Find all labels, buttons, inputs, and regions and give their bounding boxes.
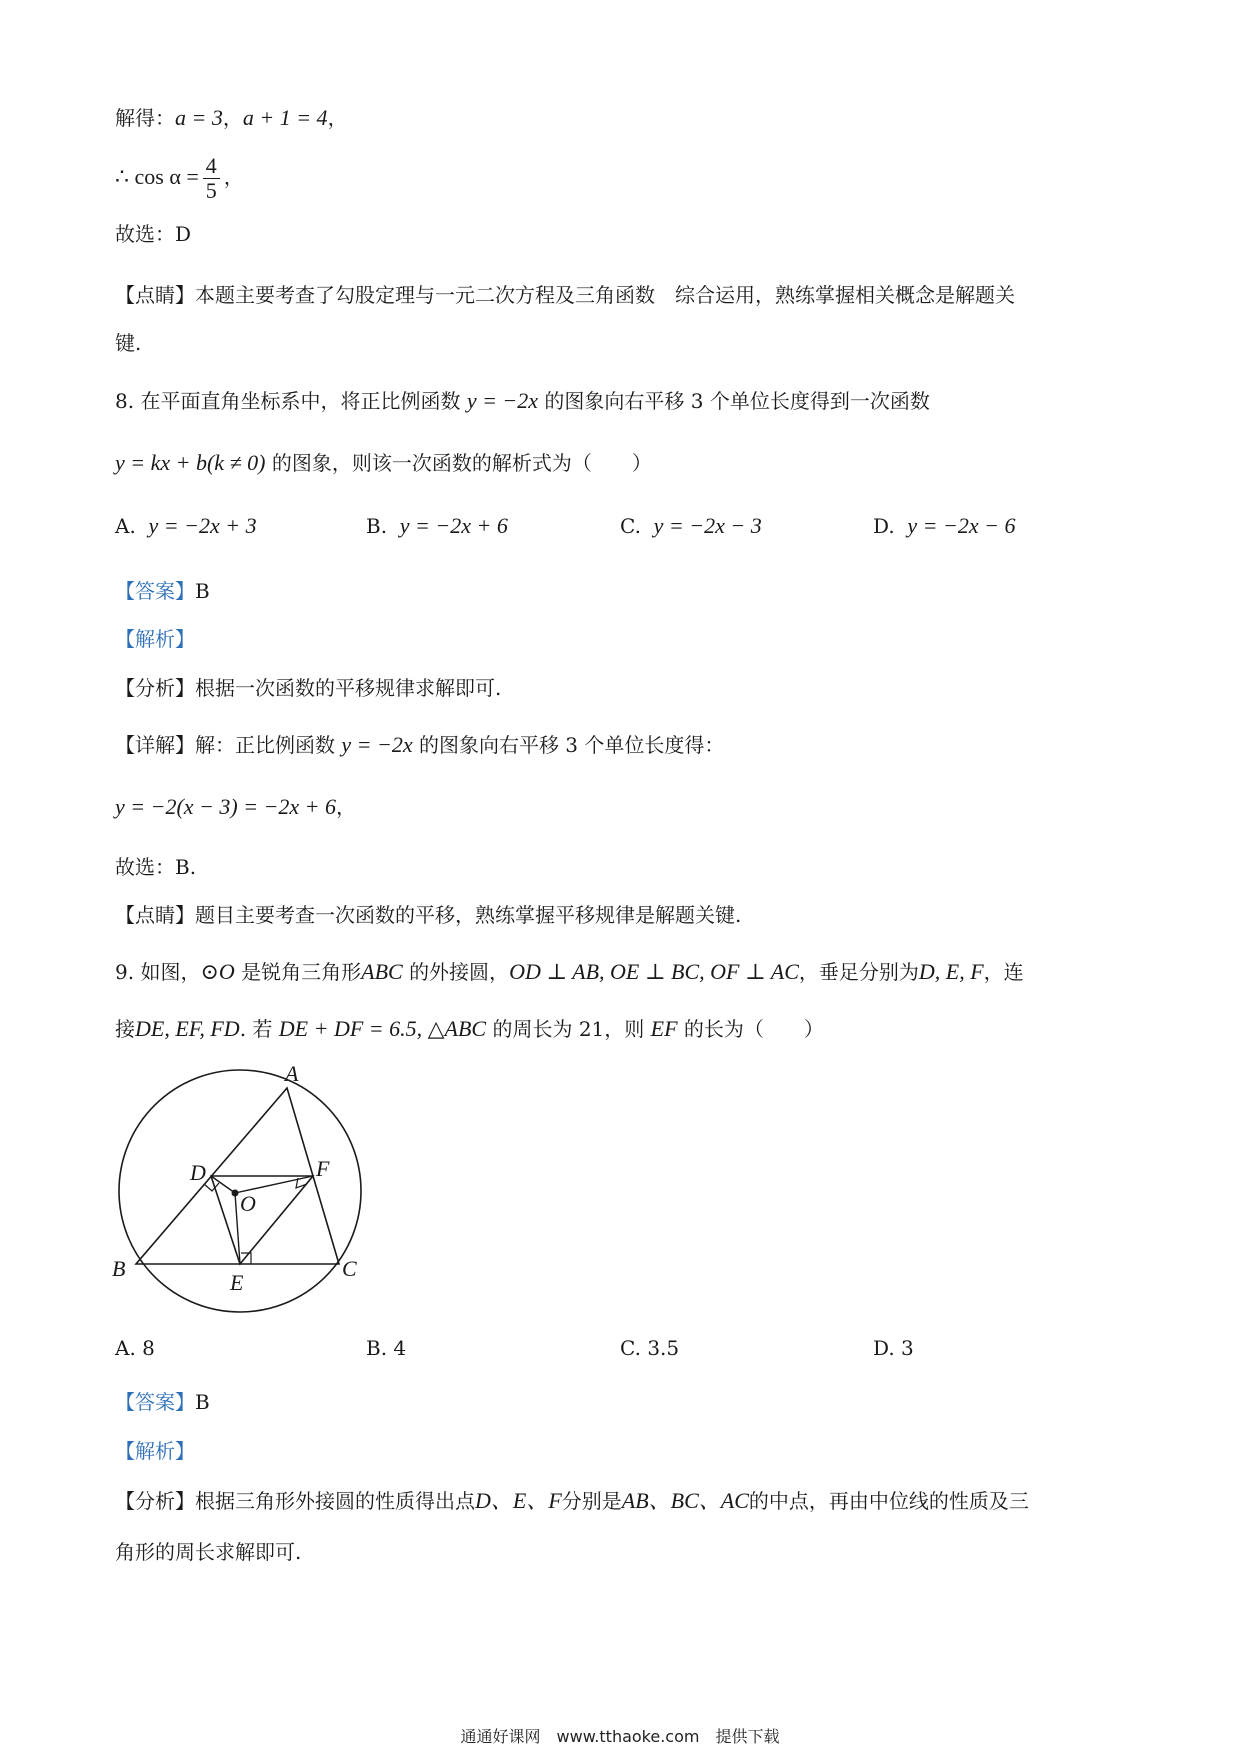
q9-answer — [115, 1387, 210, 1417]
answer-value: B — [195, 579, 210, 603]
detail-text: 的图象向右平移 3 个单位长度得： — [418, 733, 725, 757]
cos-expression: ∴ cos α = — [115, 164, 199, 189]
stem-math: EF — [650, 1016, 678, 1041]
answer-tag: 【答案】 — [115, 579, 195, 603]
q9-option-c[interactable] — [620, 1333, 679, 1363]
option-value: 4 — [393, 1336, 407, 1360]
stem-math: O — [218, 959, 235, 984]
q8-choice: 故选：B. — [115, 855, 197, 879]
option-label: A. — [115, 514, 136, 538]
separator: ， — [223, 165, 244, 189]
equation-a: a = 3 — [175, 105, 223, 130]
fraction — [203, 154, 220, 203]
separator: ， — [327, 106, 348, 130]
option-label: B. — [366, 1336, 388, 1360]
q7-cos-line — [115, 150, 244, 204]
option-label: C. — [620, 514, 641, 538]
solve-prefix: 解得： — [115, 106, 175, 130]
q8-option-a[interactable] — [115, 511, 257, 541]
q8-option-d[interactable] — [873, 511, 1015, 541]
option-expression: y = −2x + 3 — [148, 513, 257, 538]
stem-equation: y = −2x — [466, 388, 539, 413]
circle-symbol: ⊙ — [200, 959, 219, 984]
q9-analysis-tag: 【解析】 — [115, 1439, 195, 1463]
fenxi-math: AB、BC、AC — [621, 1488, 749, 1513]
stem-equation: y = kx + b(k ≠ 0) — [115, 450, 266, 475]
stem-math: OD ⊥ AB, OE ⊥ BC, OF ⊥ AC — [509, 959, 799, 984]
separator: ， — [336, 795, 357, 819]
stem-text: 的周长为 21，则 — [492, 1017, 645, 1041]
stem-text: 的外接圆， — [409, 960, 510, 984]
circle-triangle-figure — [100, 1060, 380, 1325]
q8-stem-line2 — [115, 448, 652, 478]
stem-math: ABC — [361, 959, 403, 984]
q9-option-d[interactable] — [873, 1333, 914, 1363]
triangle-def — [211, 1176, 313, 1264]
stem-text: ，垂足分别为 — [798, 960, 919, 984]
option-value: 8 — [142, 1336, 155, 1360]
label-e: E — [230, 1270, 244, 1295]
stem-text: 的长为（ ） — [683, 1017, 824, 1041]
stem-text: 的图象向右平移 3 个单位长度得到一次函数 — [544, 389, 930, 413]
q8-comment: 【点睛】题目主要考查一次函数的平移，熟练掌握平移规律是解题关键. — [115, 903, 742, 927]
stem-text: 的图象，则该一次函数的解析式为（ ） — [271, 451, 652, 475]
option-label: A. — [115, 1336, 136, 1360]
q7-comment-line2: 键. — [115, 331, 142, 355]
q8-detail — [115, 730, 724, 760]
q8-analysis-tag: 【解析】 — [115, 627, 195, 651]
label-b: B — [112, 1256, 126, 1281]
q8-option-b[interactable] — [366, 511, 508, 541]
detail-equation: y = −2x — [341, 732, 413, 757]
q8-derivation — [115, 792, 356, 822]
stem-math: DE + DF = 6.5, △ABC — [278, 1016, 487, 1041]
fenxi-text: 【分析】根据三角形外接圆的性质得出点 — [115, 1489, 475, 1513]
right-angle-mark-e — [241, 1253, 251, 1264]
option-label: D. — [873, 1336, 895, 1360]
q9-stem-line2 — [115, 1014, 824, 1044]
fenxi-text: 的中点，再由中位线的性质及三 — [748, 1489, 1029, 1513]
stem-text: . 若 — [239, 1017, 273, 1041]
option-label: C. — [620, 1336, 641, 1360]
q7-comment-line1: 【点睛】本题主要考查了勾股定理与一元二次方程及三角函数 综合运用，熟练掌握相关概念是解题关 — [115, 283, 1015, 307]
label-d: D — [190, 1160, 206, 1185]
stem-text: 是锐角三角形 — [241, 960, 362, 984]
right-angle-mark-d — [204, 1183, 219, 1191]
q9-option-a[interactable] — [115, 1333, 155, 1363]
option-expression: y = −2x − 6 — [907, 513, 1016, 538]
stem-math: DE, EF, FD — [135, 1016, 240, 1041]
answer-value: B — [195, 1390, 210, 1414]
fenxi-text: 分别是 — [561, 1489, 622, 1513]
label-a: A — [285, 1061, 299, 1086]
q8-stem-line1 — [115, 386, 930, 416]
option-label: D. — [873, 514, 895, 538]
option-expression: y = −2x + 6 — [399, 513, 508, 538]
option-value: 3 — [901, 1336, 914, 1360]
q8-fenxi: 【分析】根据一次函数的平移规律求解即可. — [115, 676, 502, 700]
q9-option-b[interactable] — [366, 1333, 406, 1363]
page-footer: 通通好课网 www.tthaoke.com 提供下载 — [460, 1727, 780, 1746]
q7-solve-line — [115, 103, 348, 133]
detail-text: 【详解】解：正比例函数 — [115, 733, 335, 757]
q9-stem-line1 — [115, 957, 1024, 987]
q8-answer — [115, 576, 210, 606]
stem-text: 接 — [115, 1017, 135, 1041]
label-o: O — [240, 1191, 256, 1216]
fraction-numerator: 4 — [203, 154, 220, 179]
option-label: B. — [366, 514, 388, 538]
stem-text: 9. 如图， — [115, 960, 201, 984]
fraction-denominator: 5 — [205, 178, 217, 203]
center-point-o — [232, 1190, 239, 1197]
option-value: 3.5 — [647, 1336, 680, 1360]
separator: ， — [222, 106, 243, 130]
label-c: C — [342, 1256, 357, 1281]
option-expression: y = −2x − 3 — [653, 513, 762, 538]
q9-fenxi-line2: 角形的周长求解即可. — [115, 1540, 302, 1564]
answer-tag: 【答案】 — [115, 1390, 195, 1414]
q8-option-c[interactable] — [620, 511, 762, 541]
equation-a-plus-1: a + 1 = 4 — [242, 105, 328, 130]
fenxi-math: D、E、F — [475, 1488, 562, 1513]
label-f: F — [316, 1156, 330, 1181]
right-angle-mark-f — [296, 1178, 307, 1188]
derivation-equation: y = −2(x − 3) = −2x + 6 — [115, 794, 337, 819]
stem-text: ，连 — [983, 960, 1024, 984]
stem-math: D, E, F — [918, 959, 984, 984]
q7-choice: 故选：D — [115, 222, 192, 246]
q9-fenxi-line1 — [115, 1486, 1029, 1516]
stem-text: 8. 在平面直角坐标系中，将正比例函数 — [115, 389, 461, 413]
